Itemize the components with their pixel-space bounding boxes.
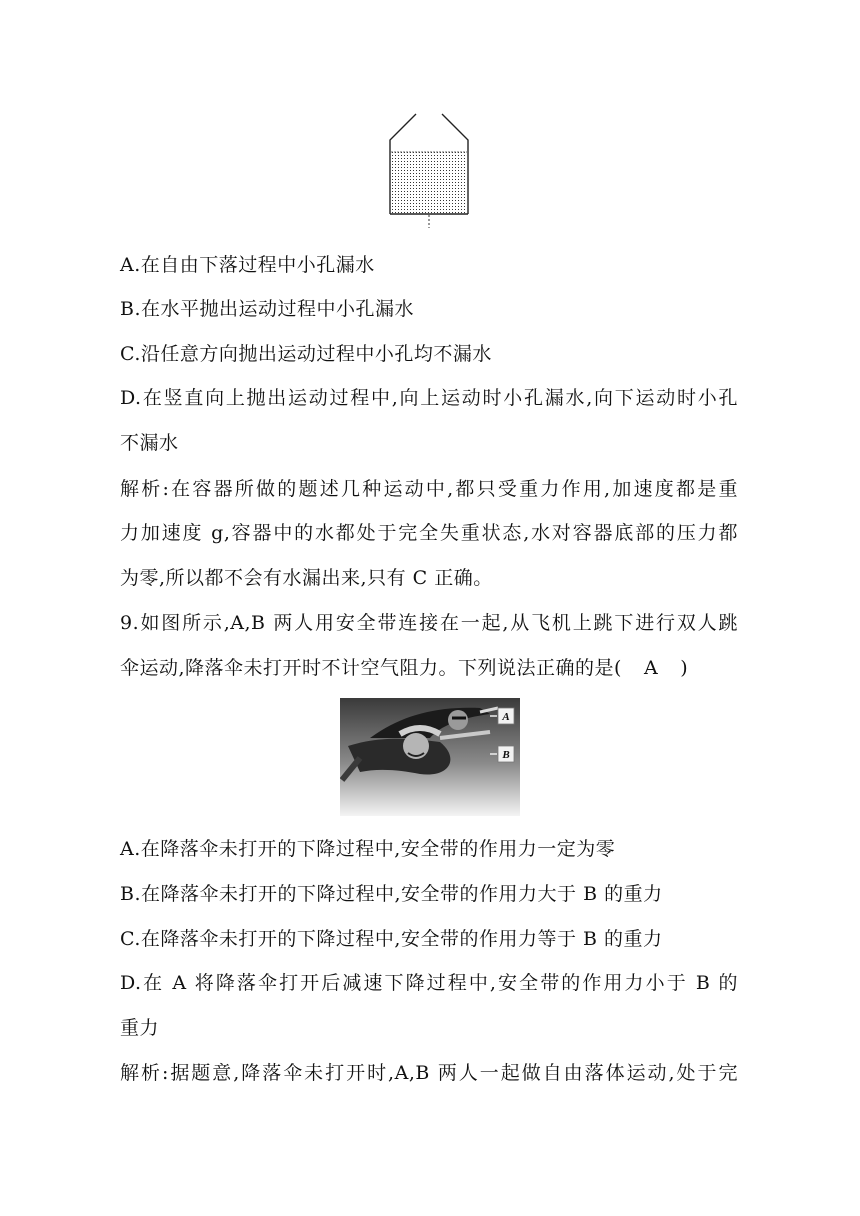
skydivers-photo <box>340 698 520 816</box>
q9-answer: A <box>643 657 659 679</box>
q8-analysis-line3: 为零,所以都不会有水漏出来,只有 C 正确。 <box>120 567 493 589</box>
q8-option-a: A.在自由下落过程中小孔漏水 <box>120 254 375 276</box>
q9-option-b: B.在降落伞未打开的下降过程中,安全带的作用力大于 B 的重力 <box>120 883 663 905</box>
q8-analysis-line2: 力加速度 g,容器中的水都处于完全失重状态,水对容器底部的压力都 <box>120 522 738 544</box>
q8-option-c: C.沿任意方向抛出运动过程中小孔均不漏水 <box>120 343 492 365</box>
q9-option-a: A.在降落伞未打开的下降过程中,安全带的作用力一定为零 <box>120 838 616 860</box>
q9-option-d-cont: 重力 <box>120 1017 160 1039</box>
q9-option-d: D.在 A 将降落伞打开后减速下降过程中,安全带的作用力小于 B 的 <box>120 972 738 994</box>
q8-option-d: D.在竖直向上抛出运动过程中,向上运动时小孔漏水,向下运动时小孔 <box>120 387 738 409</box>
q9-option-c: C.在降落伞未打开的下降过程中,安全带的作用力等于 B 的重力 <box>120 928 663 950</box>
photo-label-a: A <box>502 711 510 723</box>
q9-stem-text: 伞运动,降落伞未打开时不计空气阻力。下列说法正确的是( <box>120 657 622 679</box>
q9-analysis-line1: 解析:据题意,降落伞未打开时,A,B 两人一起做自由落体运动,处于完 <box>120 1062 738 1084</box>
water-container-icon <box>388 112 472 232</box>
q9-stem-line2 <box>120 655 688 681</box>
q8-analysis-line1: 解析:在容器所做的题述几种运动中,都只受重力作用,加速度都是重 <box>120 478 738 500</box>
container-diagram <box>388 112 472 236</box>
photo-label-b: B <box>502 749 510 761</box>
q8-option-b: B.在水平抛出运动过程中小孔漏水 <box>120 298 415 320</box>
q9-stem-line1: 9.如图所示,A,B 两人用安全带连接在一起,从飞机上跳下进行双人跳 <box>120 612 738 634</box>
q8-option-d-cont: 不漏水 <box>120 432 179 454</box>
q9-close-paren: ) <box>680 657 689 679</box>
